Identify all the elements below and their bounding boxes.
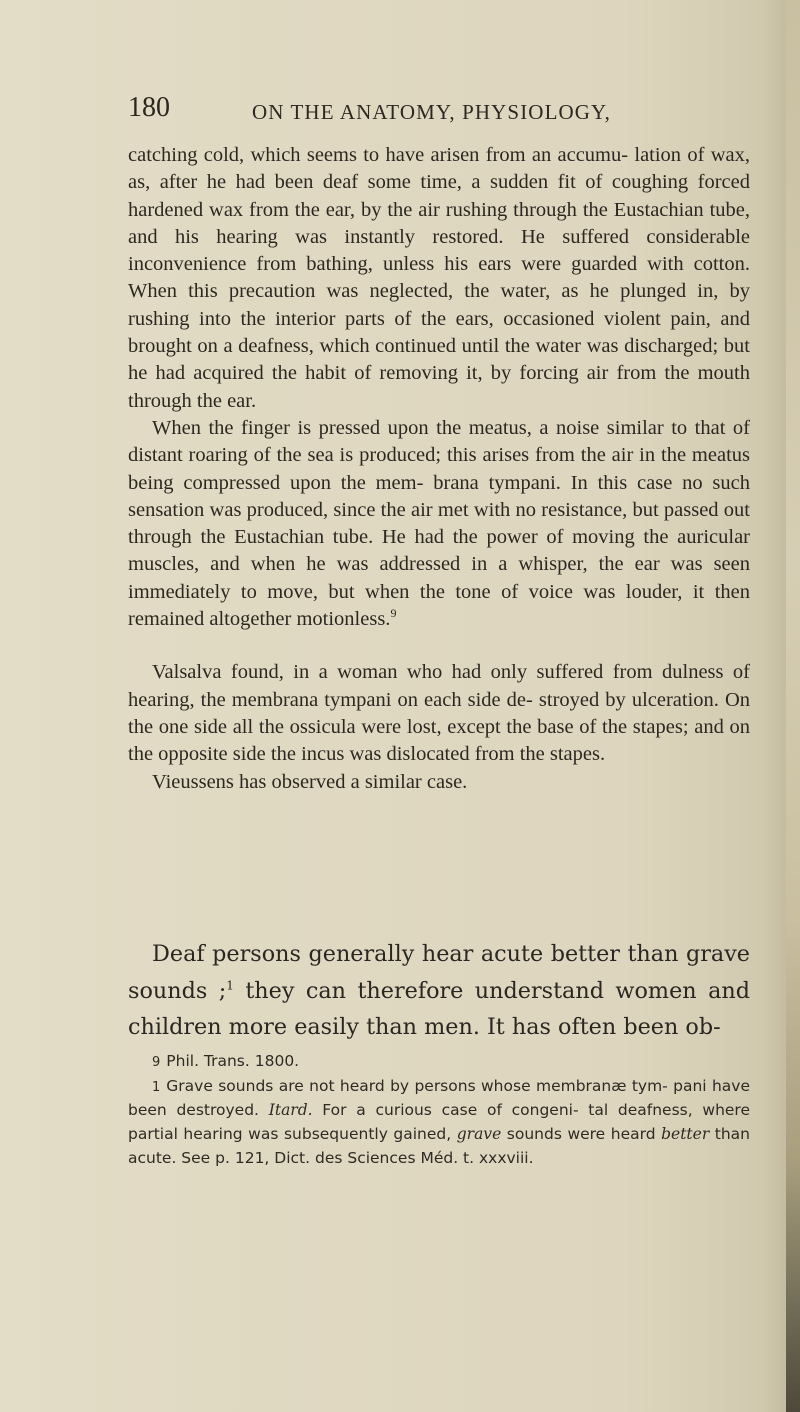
footnote-1-marker: 1 (152, 1079, 161, 1095)
main-text (128, 142, 750, 796)
footnote-1-text-d: than acute. See p. 121, Dict. des Sciences Méd. t. xxxviii. (128, 1125, 750, 1167)
paragraph-meatus (128, 415, 750, 633)
page-number: 180 (128, 92, 170, 123)
footnote-ref-1: 1 (226, 978, 234, 993)
running-head: ON THE ANATOMY, PHYSIOLOGY, (252, 100, 611, 124)
footnote-1 (128, 1075, 750, 1171)
footnote-9-text: Phil. Trans. 1800. (166, 1052, 300, 1070)
footnote-9-marker: 9 (152, 1055, 161, 1070)
paragraph-meatus-text: When the finger is pressed upon the meatus, a noise similar to that of distant roaring of the sea is produced; this arises from the air in the meatus being compressed upon the mem- brana tympani. In this case no such sensation was produced, since the air met with no resistance, but passed out through the Eustachian tube. He had the power of moving the auricular muscles, and when he was addressed in a whisper, the ear was seen immediately to move, but when the tone of voice was louder, it then remained altogether motionless. (128, 416, 750, 631)
footnote-1-better: better (661, 1125, 710, 1144)
page-header (128, 92, 748, 138)
paragraph-continued: catching cold, which seems to have arisen from an accumu- lation of wax, as, after he had been deaf some time, a sudden fit of coughing forced hardened wax from the ear, by the air rushing through the Eustachian tube, and his hearing was instantly restored. He suffered considerable inconvenience from bathing, unless his ears were guarded with cotton. When this precaution was neglected, the water, as he plunged in, by rushing into the interior parts of the ears, occasioned violent pain, and brought on a deafness, which continued until the water was discharged; but he had acquired the habit of removing it, by forcing air from the mouth through the ear. (128, 144, 750, 412)
paragraph-valsalva: Valsalva found, in a woman who had only suffered from dulness of hearing, the membrana tympani on each side de- stroyed by ulceration. On the one side all the ossicula were lost, except the base of the stapes; and on the opposite side the incus was dislocated from the stapes. (128, 661, 750, 766)
footnotes (128, 1050, 750, 1171)
paragraph-deaf-persons (128, 936, 750, 1046)
footnote-1-text-c: sounds were heard (501, 1125, 662, 1144)
footnote-9 (128, 1050, 750, 1075)
binding-edge (786, 0, 800, 1412)
binding-shadow (764, 0, 786, 1412)
deaf-persons-text-b: they can therefore understand women and children more easily than men. It has often been ob- (128, 977, 750, 1040)
footnote-ref-9: 9 (390, 606, 397, 621)
footnote-1-grave: grave (456, 1125, 502, 1144)
footnote-1-text-a: Grave sounds are not heard by persons whose membranæ tym- pani have been destroyed. (128, 1076, 750, 1120)
paragraph-vieussens: Vieussens has observed a similar case. (152, 770, 468, 793)
large-type-text (128, 936, 750, 1046)
deaf-persons-text-a: Deaf persons generally hear acute better than grave sounds ; (128, 941, 750, 1004)
footnote-1-text-b: For a curious case of congeni- tal deafness, where partial hearing was subsequently gained, (128, 1101, 750, 1144)
footnote-1-itard: Itard. (268, 1101, 313, 1120)
